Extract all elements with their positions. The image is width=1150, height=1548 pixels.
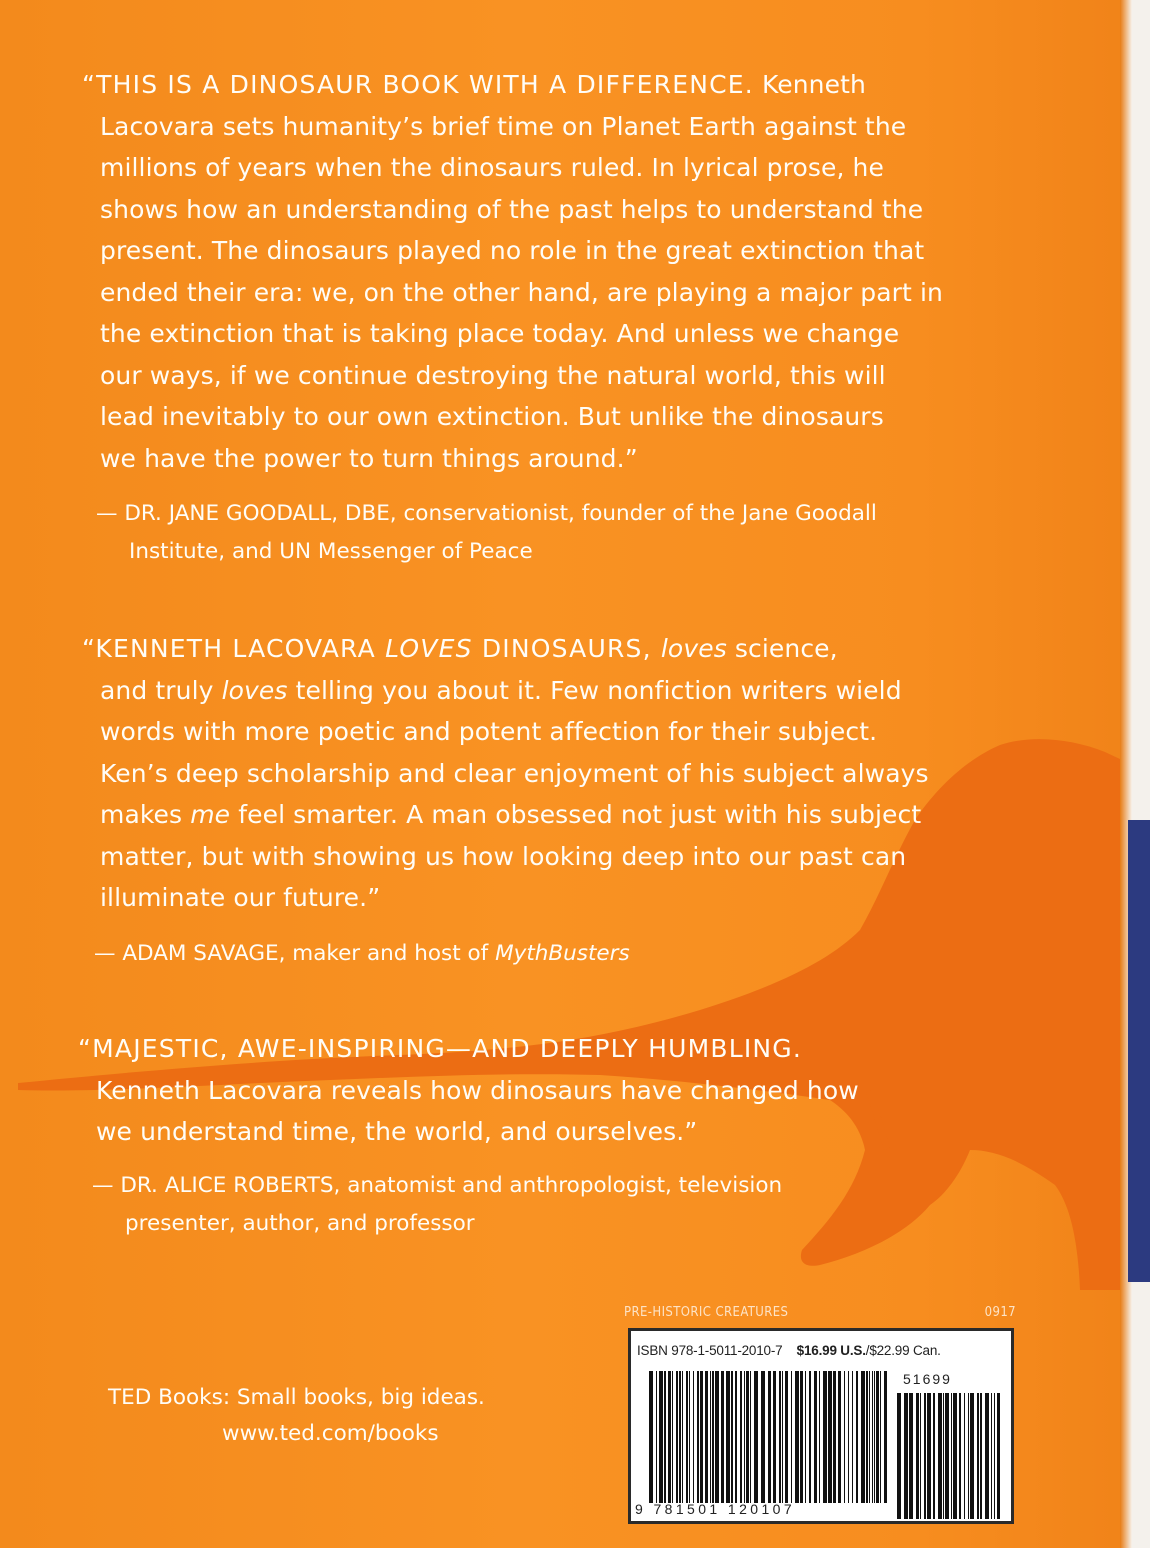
- quote-line: lead inevitably to our own extinction. But unlike the dinosaurs: [100, 402, 884, 431]
- barcode-bar: [682, 1371, 683, 1503]
- barcode-bar: [848, 1371, 849, 1503]
- ted-books-tagline: [108, 1380, 485, 1452]
- barcode-bar: [833, 1371, 836, 1503]
- barcode-bar: [876, 1371, 879, 1503]
- barcode-bar: [861, 1371, 865, 1503]
- quote-line: makes me feel smarter. A man obsessed not just with his subject: [100, 800, 922, 829]
- quote-line: the extinction that is taking place today. And unless we change: [100, 319, 900, 348]
- barcode-bar: [823, 1371, 827, 1503]
- barcode-bar: [649, 1371, 653, 1503]
- barcode-bar: [856, 1371, 858, 1503]
- quote-line: Kenneth Lacovara reveals how dinosaurs have changed how: [96, 1075, 859, 1105]
- price-us: $16.99 U.S.: [796, 1343, 866, 1358]
- barcode-bar: [782, 1371, 783, 1503]
- barcode-bar: [715, 1371, 719, 1503]
- barcode-bar: [795, 1371, 799, 1503]
- barcode-bar: [909, 1393, 913, 1519]
- barcode-bar: [924, 1393, 926, 1519]
- spine-blue-band: [1128, 820, 1150, 1282]
- barcode-bar: [814, 1371, 817, 1503]
- barcode-bar: [656, 1371, 657, 1503]
- barcode-bar: [768, 1371, 771, 1503]
- barcode-bar: [744, 1371, 745, 1503]
- barcode-bar: [686, 1371, 688, 1503]
- barcode-box: [628, 1328, 1014, 1524]
- blurb-goodall: [82, 64, 943, 571]
- tagline-text: TED Books: Small books, big ideas.: [108, 1385, 485, 1410]
- barcode-bar: [953, 1393, 957, 1519]
- barcode-bar: [938, 1393, 942, 1519]
- barcode-bar: [980, 1393, 982, 1519]
- barcode-bar: [754, 1371, 758, 1503]
- barcode-bar: [664, 1371, 666, 1503]
- blurb-attribution: — ADAM SAVAGE, maker and host of MythBusters: [94, 940, 630, 966]
- spine-edge: [1120, 0, 1132, 1548]
- barcode-image: [631, 1331, 1011, 1521]
- barcode-bar: [659, 1371, 663, 1503]
- quote-line: our ways, if we continue destroying the natural world, this will: [100, 360, 886, 390]
- spine-white-strip: [1132, 0, 1150, 1548]
- barcode-bar: [693, 1371, 694, 1503]
- quote-line: Ken’s deep scholarship and clear enjoyment of his subject always: [100, 758, 929, 788]
- quote-line: present. The dinosaurs played no role in the great extinction that: [100, 236, 925, 265]
- barcode-bar: [779, 1371, 781, 1503]
- quote-line: “THIS IS A DINOSAUR BOOK WITH A DIFFERENCE. Kenneth: [82, 70, 866, 99]
- barcode-bar: [838, 1371, 841, 1503]
- blurb-quote: [78, 1028, 859, 1153]
- barcode-bar: [791, 1371, 792, 1503]
- barcode-bar: [968, 1393, 969, 1519]
- barcode-bar: [746, 1371, 749, 1503]
- ean-digits: 9 781501 120107: [635, 1501, 795, 1517]
- barcode-bar: [933, 1393, 935, 1519]
- barcode-bar: [735, 1371, 737, 1503]
- barcode-bar: [852, 1371, 853, 1503]
- barcode-bar: [897, 1393, 901, 1519]
- quote-line: “MAJESTIC, AWE-INSPIRING—AND DEEPLY HUMBLING.: [78, 1034, 803, 1063]
- barcode-bar: [712, 1371, 714, 1503]
- barcode-bar: [959, 1393, 961, 1519]
- barcode-bar: [710, 1371, 711, 1503]
- barcode-bar: [726, 1371, 730, 1503]
- barcode-bar: [884, 1371, 887, 1503]
- quote-line: ended their era: we, on the other hand, are playing a major part in: [100, 277, 943, 307]
- barcode-bar: [705, 1371, 708, 1503]
- barcode-bar: [927, 1393, 931, 1519]
- barcode-bar: [676, 1371, 678, 1503]
- barcode-bar: [672, 1371, 673, 1503]
- barcode-bar: [761, 1371, 765, 1503]
- category-label: PRE-HISTORIC CREATURES: [624, 1305, 789, 1320]
- barcode-bar: [970, 1393, 974, 1519]
- quote-line: matter, but with showing us how looking deep into our past can: [100, 841, 907, 871]
- barcode-bar: [809, 1371, 811, 1503]
- isbn-text: ISBN 978-1-5011-2010-7: [637, 1343, 783, 1358]
- barcode-bar: [964, 1393, 965, 1519]
- barcode-bar: [874, 1371, 875, 1503]
- barcode-bar: [994, 1393, 995, 1519]
- quote-line: “KENNETH LACOVARA LOVES DINOSAURS, loves science,: [82, 634, 838, 663]
- barcode-bar: [985, 1393, 989, 1519]
- quote-line: and truly loves telling you about it. Few nonfiction writers wield: [100, 675, 902, 705]
- barcode-bar: [866, 1371, 868, 1503]
- barcode-bar: [844, 1371, 845, 1503]
- blurb-quote: [82, 64, 943, 479]
- barcode-bar: [819, 1371, 820, 1503]
- barcode-bar: [800, 1371, 803, 1503]
- barcode-bar: [668, 1371, 671, 1503]
- quote-line: shows how an understanding of the past helps to understand the: [100, 194, 924, 224]
- barcode-bar: [872, 1371, 873, 1503]
- barcode-bar: [945, 1393, 949, 1519]
- barcode-bar: [904, 1393, 908, 1519]
- barcode-bar: [997, 1393, 1000, 1519]
- barcode-bar: [943, 1393, 944, 1519]
- quote-line: we understand time, the world, and ourselves.”: [96, 1117, 698, 1146]
- category-code: 0917: [984, 1305, 1016, 1320]
- blurb-savage: [82, 628, 929, 973]
- barcode-bar: [721, 1371, 724, 1503]
- blurb-attribution: — DR. JANE GOODALL, DBE, conservationist, founder of the Jane Goodall Institute, and UN Messenger of Peace: [96, 501, 877, 564]
- quote-line: words with more poetic and potent affection for their subject.: [100, 717, 878, 746]
- barcode-bar: [869, 1371, 870, 1503]
- barcode-bar: [920, 1393, 921, 1519]
- price-can: /$22.99 Can.: [865, 1343, 941, 1358]
- ted-books-url: www.ted.com/books: [222, 1421, 439, 1446]
- barcode-bar: [750, 1371, 751, 1503]
- barcode-bar: [977, 1393, 979, 1519]
- barcode-bar: [805, 1371, 806, 1503]
- barcode-bar: [740, 1371, 742, 1503]
- blurb-attribution: — DR. ALICE ROBERTS, anatomist and anthropologist, television presenter, author, and professor: [92, 1172, 783, 1236]
- barcode-bar: [785, 1371, 788, 1503]
- quote-line: we have the power to turn things around.”: [100, 443, 638, 473]
- category-line: [624, 1305, 1016, 1320]
- barcode-bar: [689, 1371, 690, 1503]
- barcode-bar: [731, 1371, 733, 1503]
- blurb-roberts: [78, 1028, 859, 1243]
- barcode-bar: [991, 1393, 992, 1519]
- quote-line: illuminate our future.”: [100, 883, 381, 912]
- barcode-bar: [828, 1371, 832, 1503]
- barcode-bar: [880, 1371, 881, 1503]
- quote-line: Lacovara sets humanity’s brief time on Planet Earth against the: [100, 111, 907, 141]
- barcode-bar: [773, 1371, 776, 1503]
- barcode-bar: [916, 1393, 919, 1519]
- addon-code: 51699: [903, 1371, 952, 1387]
- barcode-bar: [679, 1371, 681, 1503]
- barcode-bar: [697, 1371, 699, 1503]
- quote-line: millions of years when the dinosaurs ruled. In lyrical prose, he: [100, 153, 884, 182]
- barcode-bar: [700, 1371, 703, 1503]
- barcode-bar: [951, 1393, 952, 1519]
- blurb-quote: [82, 628, 929, 919]
